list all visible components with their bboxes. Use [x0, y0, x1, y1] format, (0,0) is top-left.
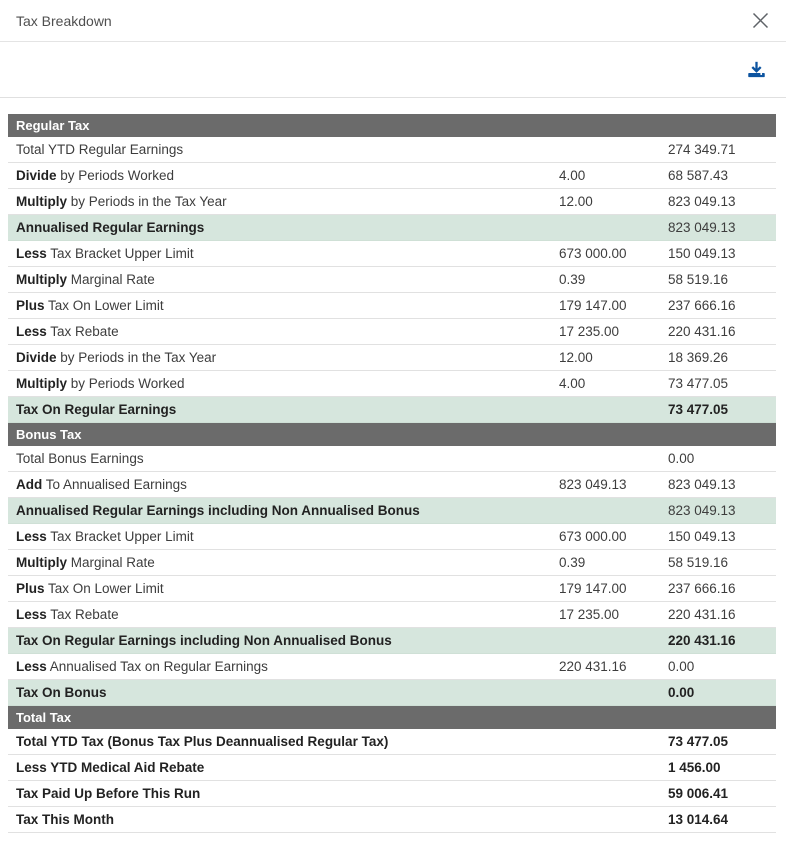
row-result-value: 18 369.26	[668, 350, 729, 365]
row-operand-value: 12.00	[559, 194, 593, 209]
table-row	[8, 524, 776, 550]
row-result-value: 68 587.43	[668, 168, 729, 183]
row-operand-value: 673 000.00	[559, 246, 627, 261]
row-result-value: 73 477.05	[668, 402, 729, 417]
dialog-title: Tax Breakdown	[16, 12, 112, 29]
row-result-value: 13 014.64	[668, 812, 729, 827]
section-header: Regular Tax	[8, 114, 776, 137]
row-label: Plus Tax On Lower Limit	[16, 581, 164, 596]
row-operand-value: 220 431.16	[559, 659, 627, 674]
row-operand-value: 179 147.00	[559, 581, 627, 596]
row-label: Tax Paid Up Before This Run	[16, 786, 201, 801]
table-row	[8, 781, 776, 807]
row-label: Less Tax Bracket Upper Limit	[16, 246, 194, 261]
row-label: Plus Tax On Lower Limit	[16, 298, 164, 313]
row-operand-value: 4.00	[559, 376, 586, 391]
table-row	[8, 654, 776, 680]
row-result-value: 274 349.71	[668, 142, 736, 157]
row-operand-value: 823 049.13	[559, 477, 627, 492]
row-label: Less Tax Rebate	[16, 324, 119, 339]
row-label: Tax This Month	[16, 812, 114, 827]
table-row	[8, 628, 776, 654]
row-operand-value: 12.00	[559, 350, 593, 365]
row-result-value: 823 049.13	[668, 477, 736, 492]
row-operand-value: 0.39	[559, 272, 586, 287]
row-label: Multiply Marginal Rate	[16, 272, 155, 287]
download-icon	[745, 58, 768, 81]
row-label: Divide by Periods in the Tax Year	[16, 350, 217, 365]
row-result-value: 73 477.05	[668, 376, 729, 391]
table-row	[8, 371, 776, 397]
row-result-value: 220 431.16	[668, 324, 736, 339]
table-row	[8, 293, 776, 319]
row-label: Divide by Periods Worked	[16, 168, 175, 183]
row-result-value: 73 477.05	[668, 734, 729, 749]
dialog-header	[0, 0, 786, 42]
row-label: Total Bonus Earnings	[16, 451, 144, 466]
row-label: Less YTD Medical Aid Rebate	[16, 760, 205, 775]
table-row	[8, 550, 776, 576]
row-operand-value: 17 235.00	[559, 324, 620, 339]
row-label: Tax On Regular Earnings	[16, 402, 177, 417]
table-row	[8, 319, 776, 345]
row-result-value: 58 519.16	[668, 555, 729, 570]
row-label: Tax On Regular Earnings including Non Annualised Bonus	[16, 633, 392, 648]
close-button[interactable]	[748, 9, 772, 33]
dialog-toolbar	[0, 42, 786, 98]
table-row	[8, 729, 776, 755]
row-result-value: 150 049.13	[668, 246, 736, 261]
table-row	[8, 345, 776, 371]
section-header: Total Tax	[8, 706, 776, 729]
table-row	[8, 446, 776, 472]
row-result-value: 0.00	[668, 451, 695, 466]
row-result-value: 237 666.16	[668, 581, 736, 596]
row-result-value: 237 666.16	[668, 298, 736, 313]
table-row	[8, 267, 776, 293]
row-label: Less Tax Bracket Upper Limit	[16, 529, 194, 544]
row-result-value: 220 431.16	[668, 607, 736, 622]
row-operand-value: 179 147.00	[559, 298, 627, 313]
section-header: Bonus Tax	[8, 423, 776, 446]
row-label: Tax On Bonus	[16, 685, 107, 700]
row-result-value: 0.00	[668, 685, 695, 700]
row-label: Add To Annualised Earnings	[16, 477, 187, 492]
row-result-value: 823 049.13	[668, 503, 736, 518]
row-result-value: 59 006.41	[668, 786, 729, 801]
row-label: Total YTD Regular Earnings	[16, 142, 184, 157]
table-row	[8, 755, 776, 781]
table-row	[8, 215, 776, 241]
table-row	[8, 397, 776, 423]
table-row	[8, 807, 776, 833]
row-result-value: 1 456.00	[668, 760, 721, 775]
row-result-value: 220 431.16	[668, 633, 736, 648]
tax-breakdown-table	[8, 114, 776, 833]
table-row	[8, 189, 776, 215]
row-label: Annualised Regular Earnings	[16, 220, 205, 235]
table-row	[8, 576, 776, 602]
row-operand-value: 17 235.00	[559, 607, 620, 622]
row-label: Multiply by Periods Worked	[16, 376, 185, 391]
row-label: Multiply Marginal Rate	[16, 555, 155, 570]
row-operand-value: 4.00	[559, 168, 586, 183]
row-operand-value: 673 000.00	[559, 529, 627, 544]
row-label: Multiply by Periods in the Tax Year	[16, 194, 227, 209]
row-result-value: 58 519.16	[668, 272, 729, 287]
row-result-value: 0.00	[668, 659, 695, 674]
row-label: Less Annualised Tax on Regular Earnings	[16, 659, 268, 674]
row-result-value: 823 049.13	[668, 220, 736, 235]
row-result-value: 150 049.13	[668, 529, 736, 544]
table-row	[8, 602, 776, 628]
table-row	[8, 498, 776, 524]
table-row	[8, 472, 776, 498]
row-label: Less Tax Rebate	[16, 607, 119, 622]
close-icon	[752, 12, 769, 29]
table-row	[8, 137, 776, 163]
row-label: Annualised Regular Earnings including Non Annualised Bonus	[16, 503, 420, 518]
row-label: Total YTD Tax (Bonus Tax Plus Deannualised Regular Tax)	[16, 734, 389, 749]
row-operand-value: 0.39	[559, 555, 586, 570]
download-button[interactable]	[743, 56, 770, 83]
table-row	[8, 680, 776, 706]
table-row	[8, 163, 776, 189]
row-result-value: 823 049.13	[668, 194, 736, 209]
table-row	[8, 241, 776, 267]
